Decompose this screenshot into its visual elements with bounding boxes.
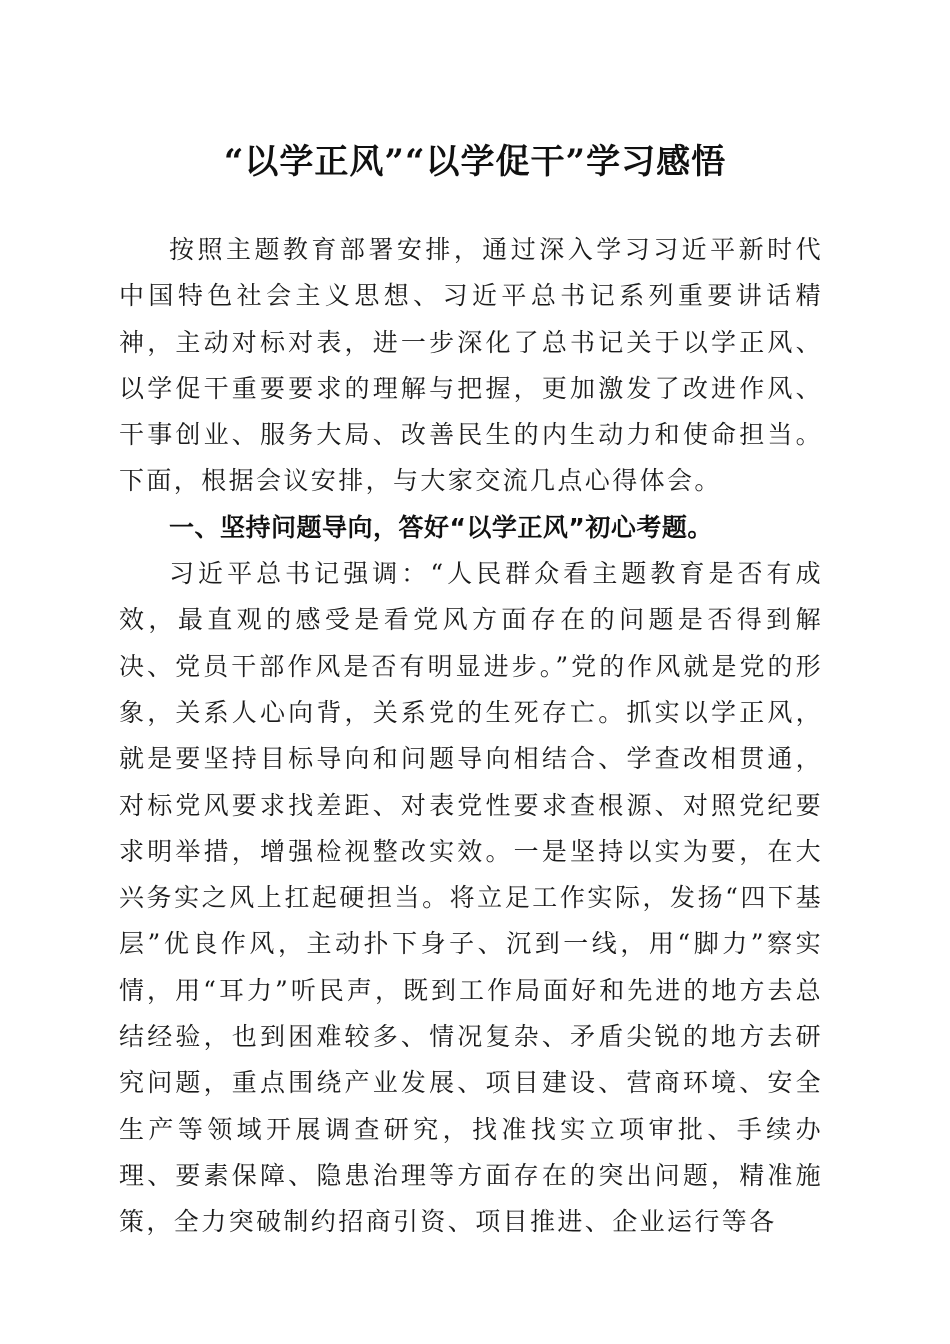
document-body [119, 227, 823, 1246]
section-1-paragraph: 习近平总书记强调：“人民群众看主题教育是否有成效，最直观的感受是看党风方面存在的问题是否得到解决、党员干部作风是否有明显进步。”党的作风就是党的形象，关系人心向背，关系党的生死存亡。抓实以学正风，就是要坚持目标导向和问题导向相结合、学查改相贯通，对标党风要求找差距、对表党性要求查根源、对照党纪要求明举措，增强检视整改实效。一是坚持以实为要，在大兴务实之风上扛起硬担当。将立足工作实际，发扬“四下基层”优良作风，主动扑下身子、沉到一线，用“脚力”察实情，用“耳力”听民声，既到工作局面好和先进的地方去总结经验，也到困难较多、情况复杂、矛盾尖锐的地方去研究问题，重点围绕产业发展、项目建设、营商环境、安全生产等领域开展调查研究，找准找实立项审批、手续办理、要素保障、隐患治理等方面存在的突出问题，精准施策，全力突破制约招商引资、项目推进、企业运行等各 [119, 559, 823, 1237]
section-heading-1: 一、坚持问题导向，答好“以学正风”初心考题。 [169, 512, 713, 542]
intro-paragraph: 按照主题教育部署安排，通过深入学习习近平新时代中国特色社会主义思想、习近平总书记系列重要讲话精神，主动对标对表，进一步深化了总书记关于以学正风、以学促干重要要求的理解与把握，更加激发了改进作风、干事创业、服务大局、改善民生的内生动力和使命担当。下面，根据会议安排，与大家交流几点心得体会。 [119, 235, 823, 496]
document-title: “以学正风”“以学促干”学习感悟 [223, 142, 727, 182]
